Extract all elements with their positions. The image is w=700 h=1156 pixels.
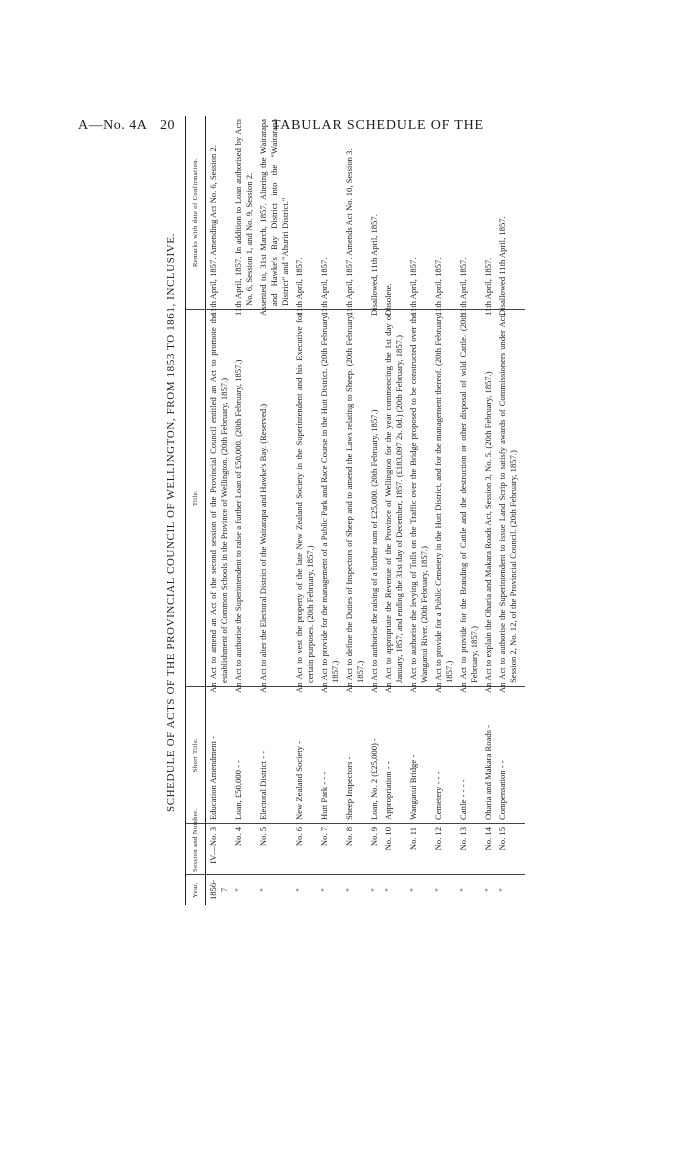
cell-short-title: Compensation - -	[495, 687, 525, 824]
cell-remarks: 11th April, 1857.	[292, 116, 317, 310]
cell-session: No. 9	[367, 824, 381, 875]
page-number: 20	[160, 118, 175, 133]
cell-short-title: Electoral District - -	[256, 687, 292, 824]
table-row	[406, 116, 431, 905]
cell-session: No. 11	[406, 824, 431, 875]
cell-session: No. 6	[292, 824, 317, 875]
cell-session: No. 4	[231, 824, 256, 875]
table-row	[342, 116, 367, 905]
col-session-header: Session and Number.	[186, 824, 206, 875]
cell-session: No. 14	[481, 824, 495, 875]
table-row	[206, 116, 232, 905]
cell-short-title: New Zealand Society -	[292, 687, 317, 824]
table-row	[495, 116, 525, 905]
cell-session: No. 7	[317, 824, 342, 875]
table-row	[256, 116, 292, 905]
cell-title: An Act to authorise the Superintendent to issue Land Scrip to satisfy awards of Commissioners under Act, Session 2, No. 12, of the Provincial Council. (20th February, 1857.)	[495, 310, 525, 687]
col-short-title-header: Short Title.	[186, 687, 206, 824]
cell-title: An Act to explain the Oharia and Makara Roads Act, Session 3, No. 5. (20th February, 1857.)	[481, 310, 495, 687]
table-row	[231, 116, 256, 905]
cell-title: An Act to authorise the levying of Tolls on the Traffic over the Bridge proposed to be constructed over the Wanganui River. (20th February, 1857.)	[406, 310, 431, 687]
cell-title: An Act to provide for the management of a Public Park and Race Course in the Hutt District. (20th February, 1857.)	[317, 310, 342, 687]
cell-remarks: 11th April, 1857. Amending Act No. 6, Session 2.	[206, 116, 232, 310]
acts-schedule-table	[185, 116, 525, 905]
cell-short-title: Cemetery - - -	[431, 687, 456, 824]
table-row	[431, 116, 456, 905]
cell-title: An Act to provide for a Public Cemetery in the Hutt District, and for the management thereof. (20th February, 1857.)	[431, 310, 456, 687]
cell-session: No. 15	[495, 824, 525, 875]
cell-title: An Act to authorise the Superintendent to raise a further Loan of £50,000. (20th February, 1857.)	[231, 310, 256, 687]
cell-remarks: 11th April, 1857.	[406, 116, 431, 310]
cell-short-title: Sheep Inspectors -	[342, 687, 367, 824]
col-year-header: Year.	[186, 875, 206, 906]
cell-remarks: Assented to, 31st March, 1857. Altering the Wairarapa and Hawke's Bay District into the "Wairarapa District" and "Ahuriri District."	[256, 116, 292, 310]
cell-title: An Act to authorise the raising of a further sum of £25,000. (20th February, 1857.)	[367, 310, 381, 687]
cell-title: An Act to define the Duties of Inspectors of Sheep and to amend the Laws relating to Sheep. (20th February, 1857.)	[342, 310, 367, 687]
cell-short-title: Wanganui Bridge -	[406, 687, 431, 824]
table-header-row	[186, 116, 206, 905]
table-row	[292, 116, 317, 905]
cell-short-title: Oharia and Makara Roads -	[481, 687, 495, 824]
page-prefix: A—No. 4A	[78, 118, 148, 133]
cell-remarks: Disallowed, 11th April, 1857.	[367, 116, 381, 310]
cell-year: 1856-7	[208, 879, 229, 901]
cell-session: No. 10	[381, 824, 406, 875]
cell-remarks: Disallowed 11th April, 1857.	[495, 116, 525, 310]
cell-year: "	[408, 888, 418, 892]
cell-year: "	[258, 888, 268, 892]
table-row	[381, 116, 406, 905]
cell-remarks: 11th April, 1857.	[431, 116, 456, 310]
cell-short-title: Loan, No. 2 (£25,000) -	[367, 687, 381, 824]
cell-remarks: 11th April, 1857.	[317, 116, 342, 310]
cell-session: No. 8	[342, 824, 367, 875]
cell-year: "	[233, 888, 243, 892]
cell-session: IV—No. 3	[206, 824, 232, 875]
cell-title: An Act to amend an Act of the second session of the Provincial Council entitled an Act to promote the establishment of Common Schools in the Province of Wellington. (20th February, 1857.)	[206, 310, 232, 687]
cell-year: "	[294, 888, 304, 892]
cell-year: "	[369, 888, 379, 892]
cell-session: No. 12	[431, 824, 456, 875]
cell-short-title: Loan, £50,000 - -	[231, 687, 256, 824]
running-title: TABULAR SCHEDULE OF THE	[272, 118, 484, 133]
col-remarks-header: Remarks with date of Confirmation.	[186, 116, 206, 310]
cell-remarks: 11th April, 1857. Amends Act No. 10, Session 3.	[342, 116, 367, 310]
cell-title: An Act to vest the property of the late New Zealand Society in the Superintendent and his Executive for certain purposes. (20th February, 1857.)	[292, 310, 317, 687]
cell-title: An Act to alter the Electoral District of the Wairarapa and Hawke's Bay. (Reserved.)	[256, 310, 292, 687]
cell-year: "	[433, 888, 443, 892]
table-caption: SCHEDULE OF ACTS OF THE PROVINCIAL COUNCIL OF WELLINGTON, FROM 1853 TO 1861, INCLUSIVE.	[165, 233, 177, 813]
cell-remarks: Obsolete.	[381, 116, 406, 310]
cell-short-title: Cattle - - - -	[456, 687, 481, 824]
table-row	[367, 116, 381, 905]
table-row	[481, 116, 495, 905]
table-row	[317, 116, 342, 905]
cell-year: "	[319, 888, 329, 892]
cell-remarks: 11th April, 1857.	[481, 116, 495, 310]
cell-year: "	[344, 888, 354, 892]
cell-session: No. 13	[456, 824, 481, 875]
cell-remarks: 11th April, 1857.	[456, 116, 481, 310]
table-row	[456, 116, 481, 905]
table-body	[206, 116, 526, 905]
cell-year: "	[458, 888, 468, 892]
cell-short-title: Education Amendment -	[206, 687, 232, 824]
cell-title: An Act to appropriate the Revenue of the Province of Wellington for the year commencing the 1st day of January, 1857, and ending the 31st day of December, 1857. (£183,097 2s. 0d.) (20th February, 1857.)	[381, 310, 406, 687]
cell-year: "	[383, 888, 393, 892]
cell-title: An Act to provide for the Branding of Cattle and the destruction or other disposal of wild Cattle. (20th February, 1857.)	[456, 310, 481, 687]
cell-remarks: 11th April, 1857. In addition to Loan authorised by Acts No. 6, Session 1, and No. 9, Session 2.	[231, 116, 256, 310]
cell-short-title: Appropriation - -	[381, 687, 406, 824]
cell-year: "	[483, 888, 493, 892]
col-title-header: Title.	[186, 310, 206, 687]
cell-year: "	[497, 888, 507, 892]
cell-short-title: Hutt Park - - -	[317, 687, 342, 824]
cell-session: No. 5	[256, 824, 292, 875]
